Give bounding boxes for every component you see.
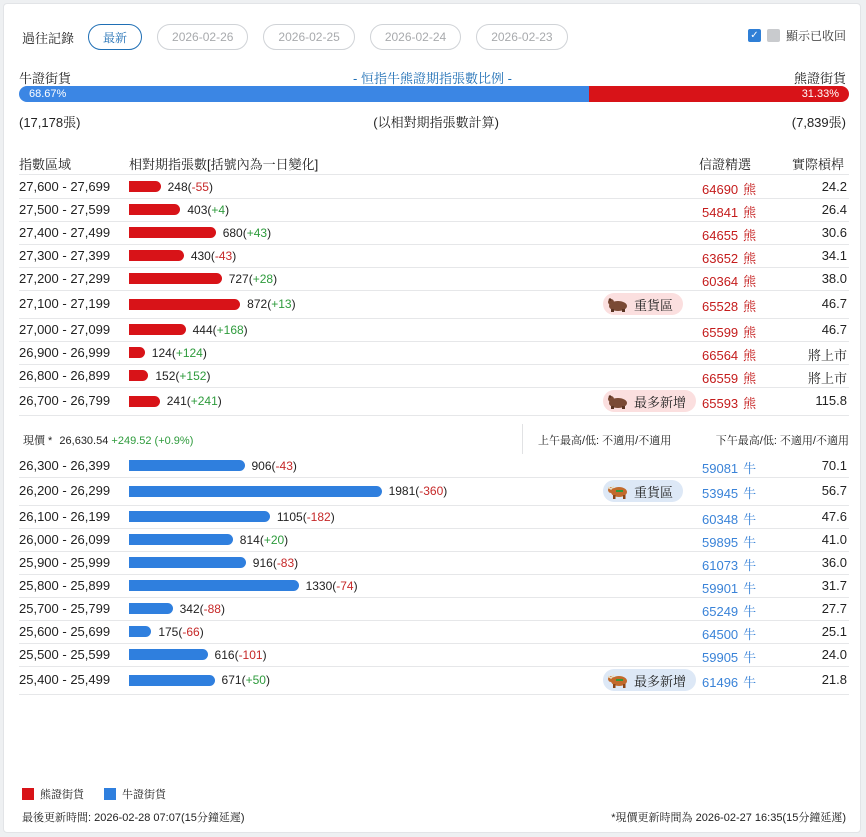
contracts-bar bbox=[129, 534, 233, 545]
contracts-bar bbox=[129, 181, 161, 192]
contracts-value bbox=[187, 203, 229, 217]
table-row bbox=[19, 620, 849, 643]
paren: ( bbox=[175, 368, 180, 383]
paren: ) bbox=[292, 458, 297, 473]
contracts-bar bbox=[129, 626, 151, 637]
contracts-change: -83 bbox=[276, 555, 295, 570]
price-am: 上午最高/低: 不適用/不適用 bbox=[538, 435, 672, 447]
table-row bbox=[19, 175, 849, 198]
leverage-value: 115.8 bbox=[815, 393, 847, 408]
contracts-value bbox=[277, 510, 335, 524]
paren: ( bbox=[267, 297, 272, 311]
contracts-change: -101 bbox=[238, 647, 263, 662]
paren: ( bbox=[207, 202, 212, 217]
contracts-value bbox=[229, 272, 277, 286]
contracts-bar bbox=[129, 250, 184, 261]
range-label: 27,000 - 27,099 bbox=[19, 321, 111, 337]
contracts-count: 906 bbox=[251, 458, 272, 473]
ratio-note: (以相對期指張數計算) bbox=[373, 115, 499, 130]
range-label: 25,500 - 25,599 bbox=[19, 646, 111, 662]
contracts-bar bbox=[129, 396, 160, 407]
contracts-value bbox=[253, 556, 298, 570]
warrant-code[interactable]: 64690 bbox=[702, 181, 739, 197]
table-row bbox=[19, 477, 849, 505]
paren: ) bbox=[217, 394, 222, 408]
warrant-kind: 牛 bbox=[743, 675, 757, 690]
contracts-count: 152 bbox=[155, 368, 176, 383]
contracts-change: -43 bbox=[214, 248, 233, 263]
contracts-value bbox=[222, 673, 270, 687]
leverage-value: 24.0 bbox=[821, 646, 847, 662]
paren: ( bbox=[271, 458, 276, 473]
paren: ) bbox=[267, 225, 272, 240]
contracts-value bbox=[223, 226, 271, 240]
hot-zone-tag bbox=[603, 669, 696, 691]
contracts-count: 916 bbox=[252, 555, 273, 570]
warrant-code[interactable]: 53945 bbox=[702, 486, 739, 501]
paren: ( bbox=[199, 601, 204, 616]
contracts-value bbox=[306, 579, 358, 593]
warrant-code[interactable]: 59081 bbox=[702, 460, 739, 476]
paren: ) bbox=[443, 484, 448, 498]
table-row bbox=[19, 643, 849, 666]
warrant-link[interactable] bbox=[702, 624, 756, 643]
warrant-link[interactable] bbox=[702, 179, 756, 198]
legend-bear-swatch bbox=[22, 788, 34, 800]
paren: ) bbox=[202, 345, 207, 360]
warrant-link[interactable] bbox=[702, 672, 756, 691]
range-label: 25,600 - 25,699 bbox=[19, 623, 111, 639]
price-change: +249.52 (+0.9%) bbox=[111, 435, 194, 447]
range-label: 27,500 - 27,599 bbox=[19, 201, 111, 217]
paren: ) bbox=[265, 673, 270, 687]
contracts-count: 444 bbox=[192, 322, 213, 337]
range-label: 26,300 - 26,399 bbox=[19, 457, 111, 473]
contracts-change: +50 bbox=[245, 673, 266, 687]
warrant-code[interactable]: 65599 bbox=[702, 324, 739, 340]
contracts-value bbox=[193, 323, 248, 337]
bull-icon bbox=[607, 483, 634, 499]
range-label: 25,400 - 25,499 bbox=[19, 672, 111, 687]
warrant-kind: 牛 bbox=[743, 626, 757, 642]
leverage-value: 38.0 bbox=[821, 270, 847, 286]
warrant-kind: 熊 bbox=[743, 204, 757, 220]
table-row bbox=[19, 244, 849, 267]
table-row bbox=[19, 364, 849, 387]
contracts-bar bbox=[129, 649, 208, 660]
contracts-count: 671 bbox=[221, 673, 242, 687]
table-row bbox=[19, 574, 849, 597]
hot-zone-tag bbox=[603, 293, 683, 315]
row-divider bbox=[19, 415, 849, 416]
contracts-count: 430 bbox=[190, 248, 211, 263]
warrant-code[interactable]: 60348 bbox=[702, 511, 739, 527]
ratio-footer bbox=[19, 112, 846, 131]
contracts-bar bbox=[129, 227, 216, 238]
hot-zone-tag bbox=[603, 480, 683, 502]
warrant-kind: 牛 bbox=[743, 460, 757, 476]
contracts-bar bbox=[129, 324, 186, 335]
paren: ) bbox=[220, 601, 225, 616]
contracts-change: +43 bbox=[246, 225, 268, 240]
contracts-count: 872 bbox=[247, 297, 268, 311]
last-update: 最後更新時間: 2026-02-28 07:07(15分鐘延遲) bbox=[22, 812, 245, 824]
warrant-kind: 熊 bbox=[743, 396, 757, 411]
leverage-value: 27.7 bbox=[821, 600, 847, 616]
warrant-link[interactable] bbox=[702, 368, 756, 387]
hot-zone-tag bbox=[603, 390, 696, 412]
contracts-change: -66 bbox=[182, 624, 200, 639]
warrant-link[interactable] bbox=[702, 296, 756, 315]
warrant-code[interactable]: 59895 bbox=[702, 534, 739, 550]
paren: ( bbox=[234, 647, 239, 662]
contracts-value bbox=[389, 484, 448, 498]
leverage-value: 70.1 bbox=[821, 457, 847, 473]
paren: ( bbox=[212, 322, 217, 337]
paren: ) bbox=[208, 179, 213, 194]
bull-label: 牛證街貨 bbox=[19, 71, 72, 86]
paren: ( bbox=[171, 345, 176, 360]
contracts-bar bbox=[129, 204, 180, 215]
paren: ( bbox=[210, 248, 215, 263]
paren: ( bbox=[242, 225, 247, 240]
contracts-value bbox=[155, 369, 210, 383]
table-row bbox=[19, 290, 849, 318]
contracts-count: 248 bbox=[167, 179, 188, 194]
contracts-change: -88 bbox=[203, 601, 221, 616]
table-row bbox=[19, 341, 849, 364]
tag-label: 最多新增 bbox=[634, 673, 687, 689]
leverage-value: 46.7 bbox=[821, 321, 847, 337]
divider bbox=[522, 424, 523, 454]
paren: ( bbox=[332, 578, 337, 593]
paren: ) bbox=[206, 368, 211, 383]
tag-label: 最多新增 bbox=[634, 394, 687, 410]
leverage-value: 24.2 bbox=[821, 178, 847, 194]
range-label: 27,400 - 27,499 bbox=[19, 224, 111, 240]
warrant-link[interactable] bbox=[702, 532, 756, 551]
warrant-code[interactable]: 59901 bbox=[702, 580, 739, 596]
range-label: 27,100 - 27,199 bbox=[19, 296, 111, 311]
leverage-value: 25.1 bbox=[821, 623, 847, 639]
contracts-change: +241 bbox=[190, 394, 218, 408]
warrant-code[interactable]: 63652 bbox=[702, 250, 739, 266]
range-label: 26,000 - 26,099 bbox=[19, 531, 111, 547]
range-label: 27,200 - 27,299 bbox=[19, 270, 111, 286]
history-pill[interactable]: 2026-02-26 bbox=[157, 24, 248, 50]
warrant-code[interactable]: 64655 bbox=[702, 227, 739, 243]
contracts-value bbox=[167, 394, 222, 408]
contracts-change: +13 bbox=[271, 297, 292, 311]
range-label: 27,600 - 27,699 bbox=[19, 178, 111, 194]
contracts-count: 1330 bbox=[305, 578, 333, 593]
paren: ( bbox=[187, 179, 192, 194]
warrant-kind: 熊 bbox=[743, 299, 757, 314]
contracts-bar bbox=[129, 511, 270, 522]
col-leverage: 實際槓桿 bbox=[791, 157, 844, 172]
history-pill[interactable]: 2026-02-25 bbox=[263, 24, 354, 50]
warrant-link[interactable] bbox=[702, 601, 756, 620]
checkbox-checked-icon[interactable]: ✓ bbox=[748, 29, 761, 42]
warrant-code[interactable]: 59905 bbox=[702, 649, 739, 665]
leverage-value: 31.7 bbox=[821, 577, 847, 593]
range-label: 25,800 - 25,899 bbox=[19, 577, 111, 593]
contracts-bar bbox=[129, 299, 240, 310]
header-divider bbox=[19, 174, 849, 175]
contracts-change: +20 bbox=[263, 532, 285, 547]
leverage-value: 41.0 bbox=[821, 531, 847, 547]
warrant-code[interactable]: 65593 bbox=[702, 396, 739, 411]
legend-bull-label: 牛證街貨 bbox=[122, 789, 166, 801]
paren: ( bbox=[178, 624, 183, 639]
leverage-value: 36.0 bbox=[821, 554, 847, 570]
table-row bbox=[19, 551, 849, 574]
ratio-bull-segment: 68.67% bbox=[19, 86, 589, 102]
table-row bbox=[19, 454, 849, 477]
table-row bbox=[19, 267, 849, 290]
table-row bbox=[19, 505, 849, 528]
tag-label: 重貨區 bbox=[634, 484, 674, 500]
warrant-kind: 牛 bbox=[743, 557, 757, 573]
warrant-link[interactable] bbox=[702, 555, 756, 574]
legend-bull-swatch bbox=[104, 788, 116, 800]
warrant-kind: 熊 bbox=[743, 370, 757, 386]
paren: ) bbox=[199, 624, 204, 639]
leverage-value: 56.7 bbox=[821, 483, 847, 498]
table-row bbox=[19, 666, 849, 694]
price-current bbox=[23, 432, 193, 448]
contracts-count: 616 bbox=[214, 647, 235, 662]
warrant-kind: 熊 bbox=[743, 273, 757, 289]
contracts-bar bbox=[129, 603, 173, 614]
contracts-bar bbox=[129, 557, 246, 568]
contracts-change: +124 bbox=[175, 345, 203, 360]
show-recalled-toggle[interactable] bbox=[748, 27, 846, 44]
contracts-count: 124 bbox=[151, 345, 172, 360]
col-range: 指數區域 bbox=[19, 157, 72, 172]
warrant-code[interactable]: 64500 bbox=[702, 626, 739, 642]
paren: ( bbox=[248, 271, 253, 286]
warrant-kind: 熊 bbox=[743, 347, 757, 363]
checkbox-icon[interactable] bbox=[767, 29, 780, 42]
price-row bbox=[19, 424, 849, 454]
contracts-count: 680 bbox=[222, 225, 243, 240]
bear-icon bbox=[607, 393, 634, 409]
contracts-count: 175 bbox=[158, 624, 179, 639]
table-row bbox=[19, 221, 849, 244]
contracts-value bbox=[247, 297, 295, 311]
contracts-value bbox=[240, 533, 288, 547]
history-pill[interactable]: 2026-02-23 bbox=[476, 24, 567, 50]
col-contracts: 相對期指張數[括號內為一日變化] bbox=[129, 157, 319, 172]
warrant-link[interactable] bbox=[702, 483, 756, 502]
warrant-code[interactable]: 66559 bbox=[702, 370, 739, 386]
contracts-value bbox=[191, 249, 236, 263]
warrant-link[interactable] bbox=[702, 509, 756, 528]
legend bbox=[22, 786, 166, 802]
history-label: 過往記錄 bbox=[22, 30, 75, 46]
warrant-kind: 牛 bbox=[743, 511, 757, 527]
contracts-value bbox=[252, 459, 297, 473]
range-label: 26,900 - 26,999 bbox=[19, 344, 111, 360]
bear-icon bbox=[607, 296, 634, 312]
range-label: 25,700 - 25,799 bbox=[19, 600, 111, 616]
warrant-link[interactable] bbox=[702, 248, 756, 267]
warrant-code[interactable]: 61496 bbox=[702, 675, 739, 690]
price-value: 26,630.54 bbox=[59, 435, 109, 447]
leverage-value: 47.6 bbox=[821, 508, 847, 524]
warrant-link[interactable] bbox=[702, 345, 756, 364]
history-bar bbox=[22, 24, 583, 50]
contracts-value bbox=[168, 180, 213, 194]
price-update: *現價更新時間為 2026-02-27 16:35(15分鐘延遲) bbox=[611, 812, 846, 824]
leverage-value: 30.6 bbox=[821, 224, 847, 240]
contracts-change: -55 bbox=[191, 179, 209, 194]
paren: ( bbox=[302, 509, 307, 524]
paren: ( bbox=[259, 532, 264, 547]
contracts-change: -74 bbox=[336, 578, 354, 593]
warrant-code[interactable]: 66564 bbox=[702, 347, 739, 363]
leverage-value: 將上市 bbox=[807, 370, 847, 386]
contracts-count: 241 bbox=[166, 394, 187, 408]
range-label: 26,200 - 26,299 bbox=[19, 483, 111, 498]
paren: ) bbox=[330, 509, 335, 524]
contracts-count: 1981 bbox=[388, 484, 416, 498]
price-pm: 下午最高/低: 不適用/不適用 bbox=[715, 435, 849, 447]
range-label: 26,700 - 26,799 bbox=[19, 393, 111, 408]
warrant-link[interactable] bbox=[702, 647, 756, 666]
paren: ) bbox=[232, 248, 237, 263]
paren: ) bbox=[273, 271, 278, 286]
contracts-count: 342 bbox=[179, 601, 200, 616]
contracts-bar bbox=[129, 273, 222, 284]
contracts-value bbox=[152, 346, 207, 360]
history-pill[interactable]: 2026-02-24 bbox=[370, 24, 461, 50]
col-warrant: 信證精選 bbox=[699, 157, 752, 172]
warrant-code[interactable]: 65249 bbox=[702, 603, 739, 619]
warrant-link[interactable] bbox=[702, 225, 756, 244]
row-divider bbox=[19, 694, 849, 695]
warrant-kind: 熊 bbox=[743, 227, 757, 243]
contracts-bar bbox=[129, 370, 148, 381]
warrant-link[interactable] bbox=[702, 271, 756, 290]
ratio-title: - 恒指牛熊證期指張數比例 - bbox=[353, 71, 512, 86]
paren: ) bbox=[353, 578, 358, 593]
warrant-kind: 牛 bbox=[743, 486, 757, 501]
leverage-value: 26.4 bbox=[821, 201, 847, 217]
contracts-change: +4 bbox=[211, 202, 226, 217]
warrant-code[interactable]: 61073 bbox=[702, 557, 739, 573]
warrant-kind: 熊 bbox=[743, 324, 757, 340]
contracts-count: 814 bbox=[239, 532, 260, 547]
history-pills bbox=[88, 24, 583, 50]
bear-count: (7,839張) bbox=[791, 115, 846, 130]
warrant-kind: 熊 bbox=[743, 250, 757, 266]
range-label: 27,300 - 27,399 bbox=[19, 247, 111, 263]
contracts-bar bbox=[129, 675, 215, 686]
paren: ( bbox=[186, 394, 191, 408]
contracts-bar bbox=[129, 347, 145, 358]
contracts-value bbox=[215, 648, 267, 662]
paren: ( bbox=[272, 555, 277, 570]
contracts-change: +168 bbox=[216, 322, 244, 337]
contracts-bar bbox=[129, 580, 299, 591]
paren: ) bbox=[243, 322, 248, 337]
ratio-bear-segment: 31.33% bbox=[589, 86, 849, 102]
warrant-link[interactable] bbox=[702, 202, 756, 221]
contracts-count: 727 bbox=[228, 271, 249, 286]
price-label: 現價 * bbox=[23, 435, 53, 447]
history-pill[interactable]: 最新 bbox=[88, 24, 142, 50]
paren: ) bbox=[294, 555, 299, 570]
range-label: 26,800 - 26,899 bbox=[19, 367, 111, 383]
warrant-kind: 熊 bbox=[743, 181, 757, 197]
bull-count: (17,178張) bbox=[19, 115, 81, 130]
warrant-kind: 牛 bbox=[743, 603, 757, 619]
warrant-kind: 牛 bbox=[743, 649, 757, 665]
contracts-count: 403 bbox=[187, 202, 208, 217]
paren: ) bbox=[225, 202, 230, 217]
paren: ) bbox=[284, 532, 289, 547]
leverage-value: 34.1 bbox=[821, 247, 847, 263]
card bbox=[3, 3, 861, 833]
contracts-change: -360 bbox=[419, 484, 444, 498]
leverage-value: 將上市 bbox=[807, 347, 847, 363]
legend-bear-label: 熊證街貨 bbox=[40, 789, 84, 801]
range-label: 25,900 - 25,999 bbox=[19, 554, 111, 570]
table-row bbox=[19, 597, 849, 620]
paren: ) bbox=[262, 647, 267, 662]
warrant-code[interactable]: 60364 bbox=[702, 273, 739, 289]
warrant-code[interactable]: 54841 bbox=[702, 204, 739, 220]
table-row bbox=[19, 198, 849, 221]
contracts-value bbox=[158, 625, 203, 639]
warrant-code[interactable]: 65528 bbox=[702, 299, 739, 314]
bear-label: 熊證街貨 bbox=[793, 71, 846, 86]
table-row bbox=[19, 387, 849, 415]
warrant-link[interactable] bbox=[702, 322, 756, 341]
contracts-bar bbox=[129, 486, 382, 497]
table-row bbox=[19, 318, 849, 341]
contracts-count: 1105 bbox=[276, 509, 303, 524]
warrant-link[interactable] bbox=[702, 393, 756, 412]
warrant-kind: 牛 bbox=[743, 580, 757, 596]
leverage-value: 46.7 bbox=[821, 296, 847, 311]
show-recalled-label: 顯示已收回 bbox=[785, 29, 846, 43]
paren: ) bbox=[291, 297, 296, 311]
warrant-kind: 牛 bbox=[743, 534, 757, 550]
contracts-value bbox=[180, 602, 225, 616]
leverage-value: 21.8 bbox=[821, 672, 847, 687]
warrant-link[interactable] bbox=[702, 578, 756, 597]
paren: ( bbox=[415, 484, 420, 498]
table-row bbox=[19, 528, 849, 551]
contracts-change: -182 bbox=[306, 509, 331, 524]
contracts-change: +28 bbox=[252, 271, 274, 286]
contracts-change: -43 bbox=[275, 458, 293, 473]
ratio-header bbox=[19, 68, 846, 87]
contracts-change: +152 bbox=[179, 368, 207, 383]
paren: ( bbox=[241, 673, 246, 687]
range-label: 26,100 - 26,199 bbox=[19, 508, 111, 524]
tag-label: 重貨區 bbox=[634, 297, 674, 313]
warrant-link[interactable] bbox=[702, 458, 756, 477]
contracts-bar bbox=[129, 460, 245, 471]
bull-icon bbox=[607, 672, 634, 688]
ratio-bar bbox=[19, 86, 849, 102]
